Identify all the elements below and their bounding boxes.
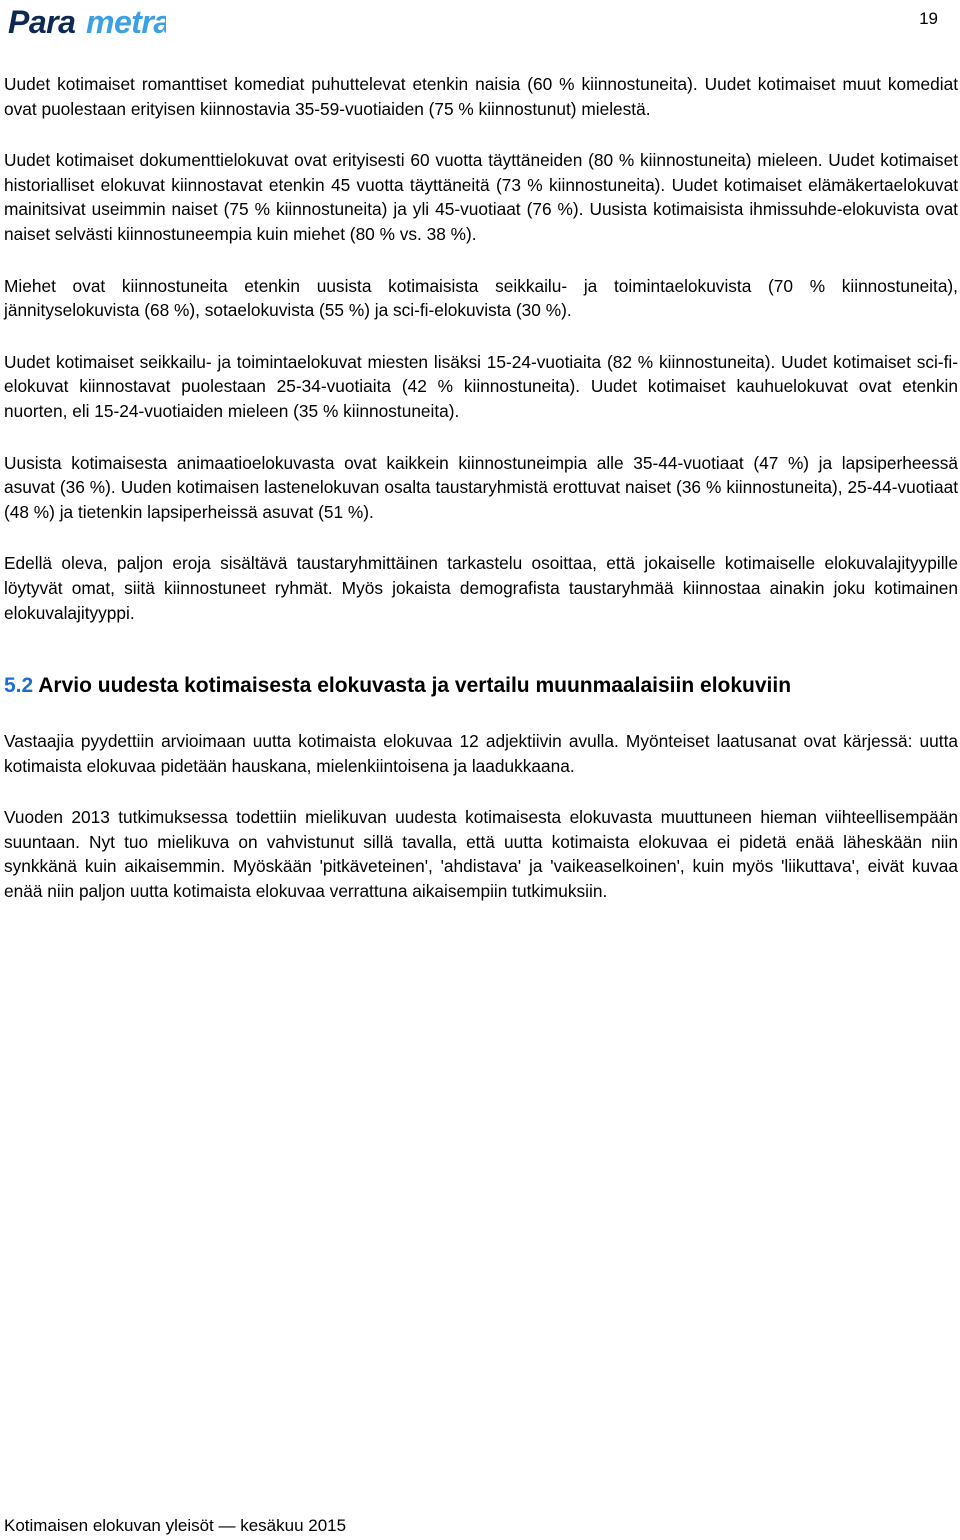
section-heading (4, 673, 958, 699)
paragraph-adjectives: Vastaajia pyydettiin arvioimaan uutta kotimaista elokuvaa 12 adjektiivin avulla. Myönteiset laatusanat ovat kärjessä: uutta kotimaista elokuvaa pidetään hauskana, mielenkiintoisena ja laadukkaana. (4, 731, 958, 776)
svg-text:Para: Para (8, 4, 76, 40)
page-content (4, 72, 958, 931)
section-title: Arvio uudesta kotimaisesta elokuvasta ja vertailu muunmaalaisiin elokuviin (38, 674, 792, 698)
paragraph-action-scifi: Uudet kotimaiset seikkailu- ja toimintaelokuvat miesten lisäksi 15-24-vuotiaita (82 % kiinnostuneita). Uudet kotimaiset sci-fi-elokuvat kiinnostavat puolestaan 25-34-vuotiaita (42 % kiinnostuneita). Uudet kotimaiset kauhuelokuvat ovat etenkin nuorten, eli 15-24-vuotiaiden mieleen (35 % kiinnostuneita). (4, 351, 958, 421)
svg-text:metra: metra (86, 4, 166, 40)
paragraph-summary: Edellä oleva, paljon eroja sisältävä taustaryhmittäinen tarkastelu osoittaa, että jokaiselle kotimaiselle elokuvalajityypille löytyvät omat, siitä kiinnostuneet ryhmät. Myös jokaista demografista taustaryhmää kiinnostaa ainakin joku kotimainen elokuvalajityyppi. (4, 553, 958, 623)
paragraph-men-interests: Miehet ovat kiinnostuneita etenkin uusista kotimaisista seikkailu- ja toimintaelokuvista (70 % kiinnostuneita), jännityselokuvista (68 %), sotaelokuvista (55 %) ja sci-fi-elokuvista (30 %). (4, 275, 958, 321)
parametra-logo-icon (6, 2, 166, 40)
page-footer: Kotimaisen elokuvan yleisöt — kesäkuu 2015 (4, 1516, 347, 1535)
page-header (0, 0, 960, 48)
paragraph-animation: Uusista kotimaisesta animaatioelokuvasta ovat kaikkein kiinnostuneimpia alle 35-44-vuotiaat (47 %) ja lapsiperheessä asuvat (36 %). Uuden kotimaisen lastenelokuvan osalta taustaryhmistä erottuvat naiset (36 % kiinnostuneita), 25-44-vuotiaat (48 %) ja tietenkin lapsiperheissä asuvat (51 %). (4, 452, 958, 522)
section-number: 5.2 (4, 674, 34, 698)
page-number: 19 (919, 9, 938, 28)
parametra-logo (6, 2, 166, 45)
paragraph-documentary: Uudet kotimaiset dokumenttielokuvat ovat erityisesti 60 vuotta täyttäneiden (80 % kiinnostuneita) mieleen. Uudet kotimaiset historialliset elokuvat kiinnostavat etenkin 45 vuotta täyttäneitä (73 % kiinnostuneita). Uudet kotimaiset elämäkertaelokuvat mainitsivat useimmin naiset (75 % kiinnostuneita) ja yli 45-vuotiaat (76 %). Uusista kotimaisista ihmissuhde-elokuvista ovat naiset selvästi kiinnostuneempia kuin miehet (80 % vs. 38 %). (4, 150, 958, 244)
paragraph-romcom: Uudet kotimaiset romanttiset komediat puhuttelevat etenkin naisia (60 % kiinnostuneita). Uudet kotimaiset muut komediat ovat puolestaan erityisen kiinnostavia 35-59-vuotiaiden (75 % kiinnostunut) mielestä. (4, 74, 958, 119)
paragraph-2013-comparison: Vuoden 2013 tutkimuksessa todettiin mielikuvan uudesta kotimaisesta elokuvasta muuttuneen hieman viihteellisempään suuntaan. Nyt tuo mielikuva on vahvistunut sillä tavalla, että uutta kotimaista elokuvaa ei pidetä enää läheskään niin synkkänä kuin aikaisemmin. Myöskään 'pitkäveteinen', 'ahdistava' ja 'vaikeaselkoinen', kuin myös 'liikuttava', eivät kuvaa enää niin paljon uutta kotimaista elokuvaa verrattuna aikaisempiin tutkimuksiin. (4, 807, 958, 902)
